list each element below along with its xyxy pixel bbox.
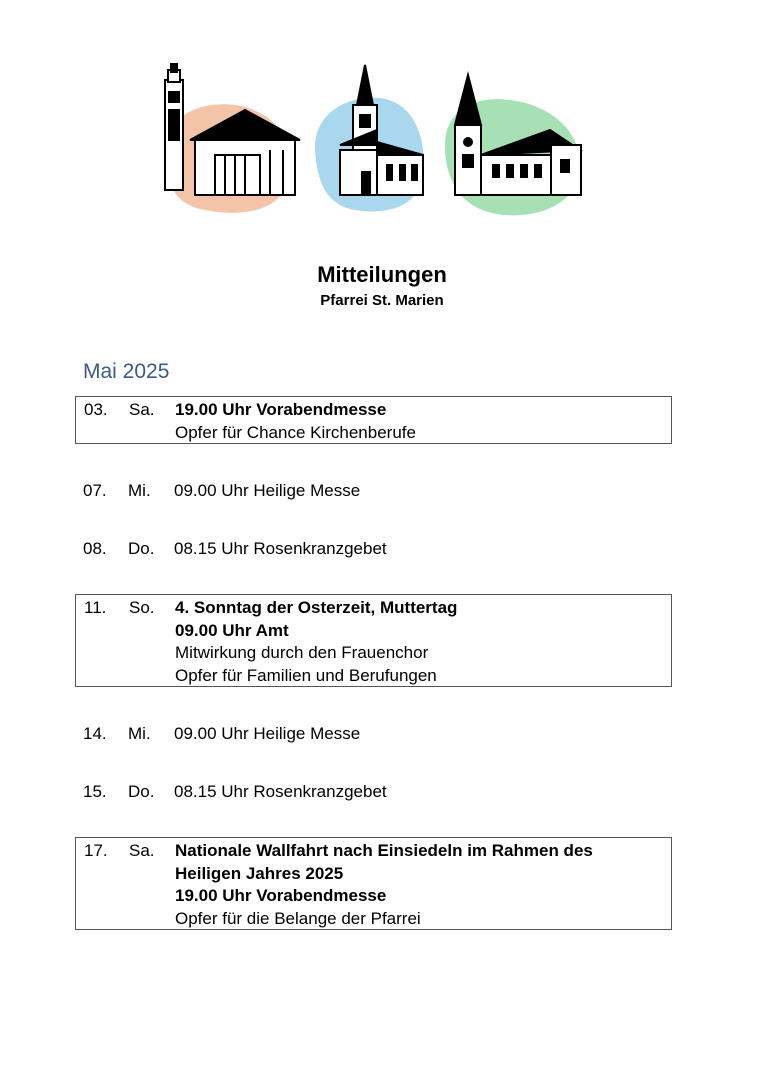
entry-day: Do. (128, 539, 155, 558)
entry-line: 09.00 Uhr Amt (175, 620, 289, 640)
event-entry (75, 721, 672, 746)
three-churches-logo (155, 60, 595, 220)
entry-line: 08.15 Uhr Rosenkranzgebet (174, 539, 387, 558)
entry-line: Opfer für Chance Kirchenberufe (175, 422, 416, 442)
page-subtitle: Pfarrei St. Marien (320, 292, 444, 309)
entry-date: 07. (83, 481, 107, 500)
entry-day: Sa. (129, 841, 155, 860)
event-entry (75, 594, 672, 687)
event-entry (75, 779, 672, 804)
event-entry (75, 478, 672, 503)
entry-line: 09.00 Uhr Heilige Messe (174, 724, 361, 743)
entry-line: Nationale Wallfahrt nach Einsiedeln im Rahmen des (175, 841, 593, 860)
entry-line: 09.00 Uhr Heilige Messe (174, 481, 361, 500)
entry-date: 08. (83, 539, 107, 558)
event-entry (75, 536, 672, 561)
entry-day: Sa. (129, 400, 155, 419)
entry-line: 08.15 Uhr Rosenkranzgebet (174, 782, 387, 801)
entry-line: Mitwirkung durch den Frauenchor (175, 643, 429, 662)
entry-date: 15. (83, 782, 107, 801)
event-entry (75, 396, 672, 444)
entry-line: Opfer für Familien und Berufungen (175, 665, 437, 685)
entry-date: 03. (84, 400, 108, 419)
month-heading: Mai 2025 (83, 360, 170, 383)
entry-date: 11. (84, 598, 107, 617)
entry-date: 14. (83, 724, 107, 743)
page-title: Mitteilungen (317, 262, 447, 287)
entry-line: 19.00 Uhr Vorabendmesse (175, 886, 387, 905)
entry-day: So. (129, 598, 155, 617)
entry-line: 19.00 Uhr Vorabendmesse (175, 400, 387, 419)
entry-date: 17. (84, 841, 108, 860)
entry-day: Do. (128, 782, 155, 801)
entry-day: Mi. (128, 724, 151, 743)
entry-line: Heiligen Jahres 2025 (175, 863, 344, 883)
entry-line: Opfer für die Belange der Pfarrei (175, 908, 421, 928)
entry-day: Mi. (128, 481, 151, 500)
entry-line: 4. Sonntag der Osterzeit, Muttertag (175, 598, 458, 617)
event-entry (75, 837, 672, 930)
